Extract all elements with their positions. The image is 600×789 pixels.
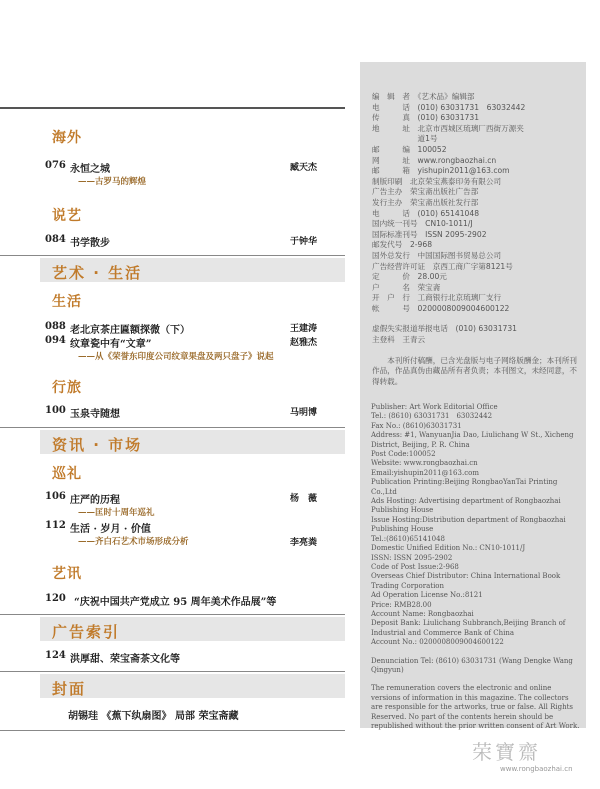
masthead-row: 开 户 行 工商银行北京琉璃厂支行: [372, 293, 502, 303]
en-line: Deposit Bank: Liulichang Subbranch,Beijing Branch of Industrial and Commerce Bank of China: [371, 619, 566, 637]
masthead-row: 国内统一刊号 CN10-1011/J: [372, 219, 473, 229]
page-number: 124: [45, 650, 66, 661]
entry-title: 纹章瓷中有“文章”: [70, 339, 152, 350]
section-shenghuo: 生活: [52, 294, 82, 310]
section-zixun-shichang: 资讯 · 市场: [52, 436, 143, 454]
en-line: Publisher: Art Work Editorial Office: [371, 403, 498, 411]
page-number: 076: [45, 160, 66, 171]
entry-title: 洪厚甜、荣宝斋茶文化等: [70, 654, 180, 665]
masthead-row: 广告经营许可证 京西工商广字第8121号: [372, 261, 513, 271]
masthead-row: 邮 箱 yishupin2011@163.com: [372, 166, 510, 176]
section-shuoyi: 说艺: [52, 208, 82, 224]
masthead-row: 帐 号 0200008009004600122: [372, 303, 510, 313]
masthead-row: 地 址 北京市西城区琉璃厂西街万源夹: [372, 123, 524, 133]
en-line: Domestic Unified Edition No.: CN10-1011/J: [371, 544, 526, 553]
entry-subtitle: ——从《荣誉东印度公司纹章果盘及两只盘子》说起: [78, 352, 274, 362]
en-remuneration: The remuneration covers the electronic and online versions of information in this magazine. The collectors are responsible for the artworks, true or false. All Rights Reserved. No part of the contents herein should be republished without the prior written consent of Art Work.: [371, 684, 580, 730]
entry-subtitle: ——古罗马的辉煌: [78, 177, 147, 187]
section-yixun: 艺讯: [52, 566, 82, 582]
report-line: 虚假失实报道举报电话 (010) 63031731: [372, 324, 518, 334]
en-line: Code of Post Issue:2-968: [371, 562, 459, 571]
masthead-row: 网 址 www.rongbaozhai.cn: [372, 155, 497, 165]
copyright-notice-zh: 本刊所付稿酬，已含光盘版与电子网络版酬金；本刊所刊作品，作品真伪由藏品所有者负责；本刊图文，未经同意，不得转载。: [372, 355, 578, 386]
en-line: Tel.:(8610)65141048: [371, 534, 445, 543]
entry-author: 李亮粪: [290, 538, 318, 548]
en-line: Ad Operation License No.:8121: [371, 591, 483, 600]
bottom-rule: [0, 730, 345, 731]
masthead-row: 国际标准刊号 ISSN 2095-2902: [372, 229, 487, 239]
section-guanggao: 广告索引: [52, 623, 121, 641]
masthead-row: 邮发代号 2-968: [372, 240, 433, 250]
divider: [0, 614, 345, 615]
section-yishu-shenghuo: 艺术 · 生活: [52, 264, 143, 282]
masthead-row: 户 名 荣宝斋: [372, 282, 441, 292]
en-line: Website: www.rongbaozhai.cn: [371, 459, 478, 468]
divider: [0, 427, 345, 428]
en-denunciation: Denunciation Tel: (8610) 63031731 (Wang Dengke Wang Qingyun): [371, 656, 573, 674]
masthead-row: 发行主办 荣宝斋出版社发行部: [372, 197, 479, 207]
masthead-row: 广告主办 荣宝斋出版社广告部: [372, 187, 479, 197]
section-fengmian: 封面: [52, 680, 87, 698]
divider: [0, 255, 345, 256]
entry-author: 王建涛: [290, 324, 318, 334]
section-xunli: 巡礼: [52, 466, 82, 482]
en-line: Post Code:100052: [371, 450, 436, 459]
page-number: 120: [45, 593, 66, 604]
entry-title: “庆祝中国共产党成立 95 周年美术作品展”等: [74, 597, 277, 608]
divider: [0, 671, 345, 672]
masthead-english: [371, 403, 581, 731]
masthead-row: 道1号: [372, 134, 438, 144]
entry-author: 赵雅杰: [290, 338, 318, 348]
masthead-row: 传 真 (010) 63031731: [372, 113, 480, 123]
en-line: Address: #1, WanyuanJia Dao, Liulichang W St., Xicheng District, Beijing, P. R. China: [371, 431, 574, 449]
en-line: Issue Hosting:Distribution department of Rongbaozhai Publishing House: [371, 515, 566, 534]
page-number: 106: [45, 491, 66, 502]
en-line: Fax No.: (8610)63031731: [371, 421, 462, 430]
masthead-row: 定 价 28.00元: [372, 272, 447, 282]
entry-title: 玉泉寺随想: [70, 409, 120, 420]
en-line: Account No.: 0200008009004600122: [371, 638, 504, 647]
masthead-row: 电 话 (010) 65141048: [372, 208, 480, 218]
entry-subtitle: ——齐白石艺术市场形成分析: [78, 537, 189, 547]
supervisors: 主登科 王青云: [372, 335, 426, 345]
entry-title: 永恒之城: [70, 164, 110, 175]
masthead-row: 电 话 (010) 63031731 63032442: [372, 102, 526, 112]
entry-title: 书学散步: [70, 238, 110, 249]
logo-url: www.rongbaozhai.cn: [500, 765, 573, 773]
entry-author: 马明博: [290, 408, 318, 418]
section-haiwai: 海外: [52, 130, 82, 146]
entry-title: 庄严的历程: [70, 495, 120, 506]
en-line: Email:yishupin2011@163.com: [371, 468, 479, 477]
entry-title: 老北京茶庄匾额探微（下）: [70, 325, 190, 336]
top-rule: [0, 107, 345, 109]
masthead-info: [372, 92, 582, 387]
page-number: 084: [45, 234, 66, 245]
page-number: 094: [45, 335, 66, 346]
en-line: Ads Hosting: Advertising department of Rongbaozhai Publishing House: [371, 497, 561, 515]
masthead-row: 编 辑 者 《艺术品》编辑部: [372, 92, 475, 101]
page-number: 088: [45, 321, 66, 332]
en-line: Tel.: (8610) 63031731 63032442: [371, 412, 493, 421]
entry-subtitle: ——匡时十周年巡礼: [78, 508, 155, 518]
entry-author: 于钟华: [290, 237, 318, 247]
en-line: ISSN: ISSN 2095-2902: [371, 553, 453, 562]
rongbaozhai-logo: 荣寶齋: [472, 740, 541, 764]
page-number: 112: [45, 520, 66, 531]
cover-caption: 胡锡珪 《蕉下纨扇图》 局部 荣宝斋藏: [68, 711, 239, 722]
masthead-row: 国外总发行 中国国际图书贸易总公司: [372, 250, 502, 260]
entry-author: 杨 薇: [290, 494, 318, 504]
masthead-row: 邮 编 100052: [372, 144, 447, 154]
entry-author: 臧天杰: [290, 163, 318, 173]
page-number: 100: [45, 405, 66, 416]
masthead-row: 制版印刷 北京荣宝燕泰印务有限公司: [372, 176, 502, 186]
en-line: Overseas Chief Distributor: China International Book Trading Corporation: [371, 572, 561, 590]
entry-title: 生活 · 岁月 · 价值: [70, 524, 151, 535]
en-line: Publication Printing:Beijing RongbaoYanTai Printing Co.,Ltd: [371, 478, 558, 496]
section-xinglv: 行旅: [52, 380, 82, 396]
en-line: Price: RMB28.00: [371, 600, 432, 609]
en-line: Account Name: Rongbaozhai: [371, 609, 474, 618]
